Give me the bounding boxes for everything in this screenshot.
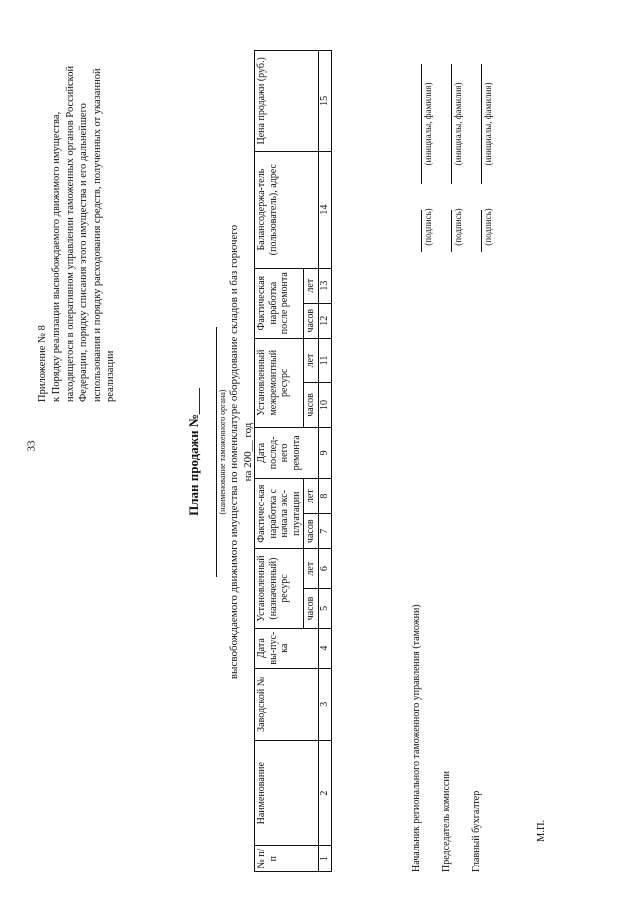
col-header-actual-operation: Фактичес-кая наработка с начала экс-плуатации (255, 479, 304, 549)
name-line (411, 64, 422, 184)
subheader-years: лет (304, 549, 319, 589)
organ-caption: (наименование таможенного органа) (218, 389, 227, 515)
subheader-hours: часов (304, 383, 319, 427)
column-number: 9 (318, 427, 331, 478)
subheader-hours: часов (304, 514, 319, 549)
page-number: 33 (25, 440, 38, 452)
signature-line (441, 210, 452, 252)
col-header-serial: Заводской № (255, 668, 319, 741)
signature-role: Председатель комиссии (441, 770, 452, 872)
column-number: 3 (318, 668, 331, 741)
subheader-years: лет (304, 268, 319, 303)
col-header-number: № п/п (255, 846, 319, 872)
column-number: 6 (318, 549, 331, 589)
appendix-note (36, 52, 118, 402)
organ-name-line (202, 327, 217, 577)
subheader-years: лет (304, 338, 319, 382)
appendix-title: Приложение № 8 (37, 325, 48, 402)
name-line (471, 64, 482, 184)
col-header-name: Наименование (255, 741, 319, 846)
signature-role: Главный бухгалтер (471, 790, 482, 872)
column-number: 15 (318, 51, 331, 152)
signature-line (411, 210, 422, 252)
name-line (441, 64, 452, 184)
signature-row-accountant (471, 32, 501, 872)
signature-caption: (подпись) (423, 208, 433, 246)
plan-title: План продажи №____ (186, 388, 201, 516)
column-number: 13 (318, 268, 331, 303)
column-number: 8 (318, 479, 331, 514)
column-number-row (318, 51, 331, 872)
col-header-overhaul-resource: Установленный межремонтный ресурс (255, 338, 304, 427)
subheader-hours: часов (304, 589, 319, 629)
subheader-hours: часов (304, 303, 319, 338)
signature-row-head (411, 32, 441, 872)
signature-caption: (подпись) (483, 208, 493, 246)
signature-line (471, 210, 482, 252)
plan-subtitle: высвобождаемого движимого имущества по номенклатуре оборудование складов и баз горючего (228, 224, 240, 680)
stamp-place: М.П. (536, 819, 547, 842)
column-number: 4 (318, 628, 331, 668)
column-number: 2 (318, 741, 331, 846)
col-header-holder: Балансодержа-тель (пользователь), адрес (255, 151, 319, 268)
signature-caption: (подпись) (453, 208, 463, 246)
column-number: 12 (318, 303, 331, 338)
col-header-assigned-resource: Установленный (назначенный) ресурс (255, 549, 304, 629)
col-header-price: Цена продажи (руб.) (255, 51, 319, 152)
name-caption: (инициалы, фамилия) (453, 82, 463, 166)
col-header-after-repair: Фактическая наработка после ремонта (255, 268, 304, 338)
column-number: 7 (318, 514, 331, 549)
sales-plan-table (254, 50, 332, 872)
column-number: 1 (318, 846, 331, 872)
appendix-text: к Порядку реализации высвобождаемого движимого имущества, находящегося в оперативном управлении таможенных органов Российской Федерации, порядку списания этого имущества и его дальнейшего использования и порядку расходования средств, полученных от указанной реализации (51, 65, 117, 402)
column-number: 11 (318, 338, 331, 382)
signature-role: Начальник регионального таможенного управления (таможни) (411, 604, 422, 872)
column-number: 14 (318, 151, 331, 268)
table-header-row (255, 51, 304, 872)
name-caption: (инициалы, фамилия) (423, 82, 433, 166)
column-number: 10 (318, 383, 331, 427)
subheader-years: лет (304, 479, 319, 514)
plan-year: на 200__ год (242, 422, 254, 482)
column-number: 5 (318, 589, 331, 629)
col-header-last-repair: Дата послед-него ремонта (255, 427, 319, 478)
col-header-release-date: Дата вы-пус-ка (255, 628, 319, 668)
rotated-document (16, 22, 606, 882)
signature-row-chair (441, 32, 471, 872)
name-caption: (инициалы, фамилия) (483, 82, 493, 166)
